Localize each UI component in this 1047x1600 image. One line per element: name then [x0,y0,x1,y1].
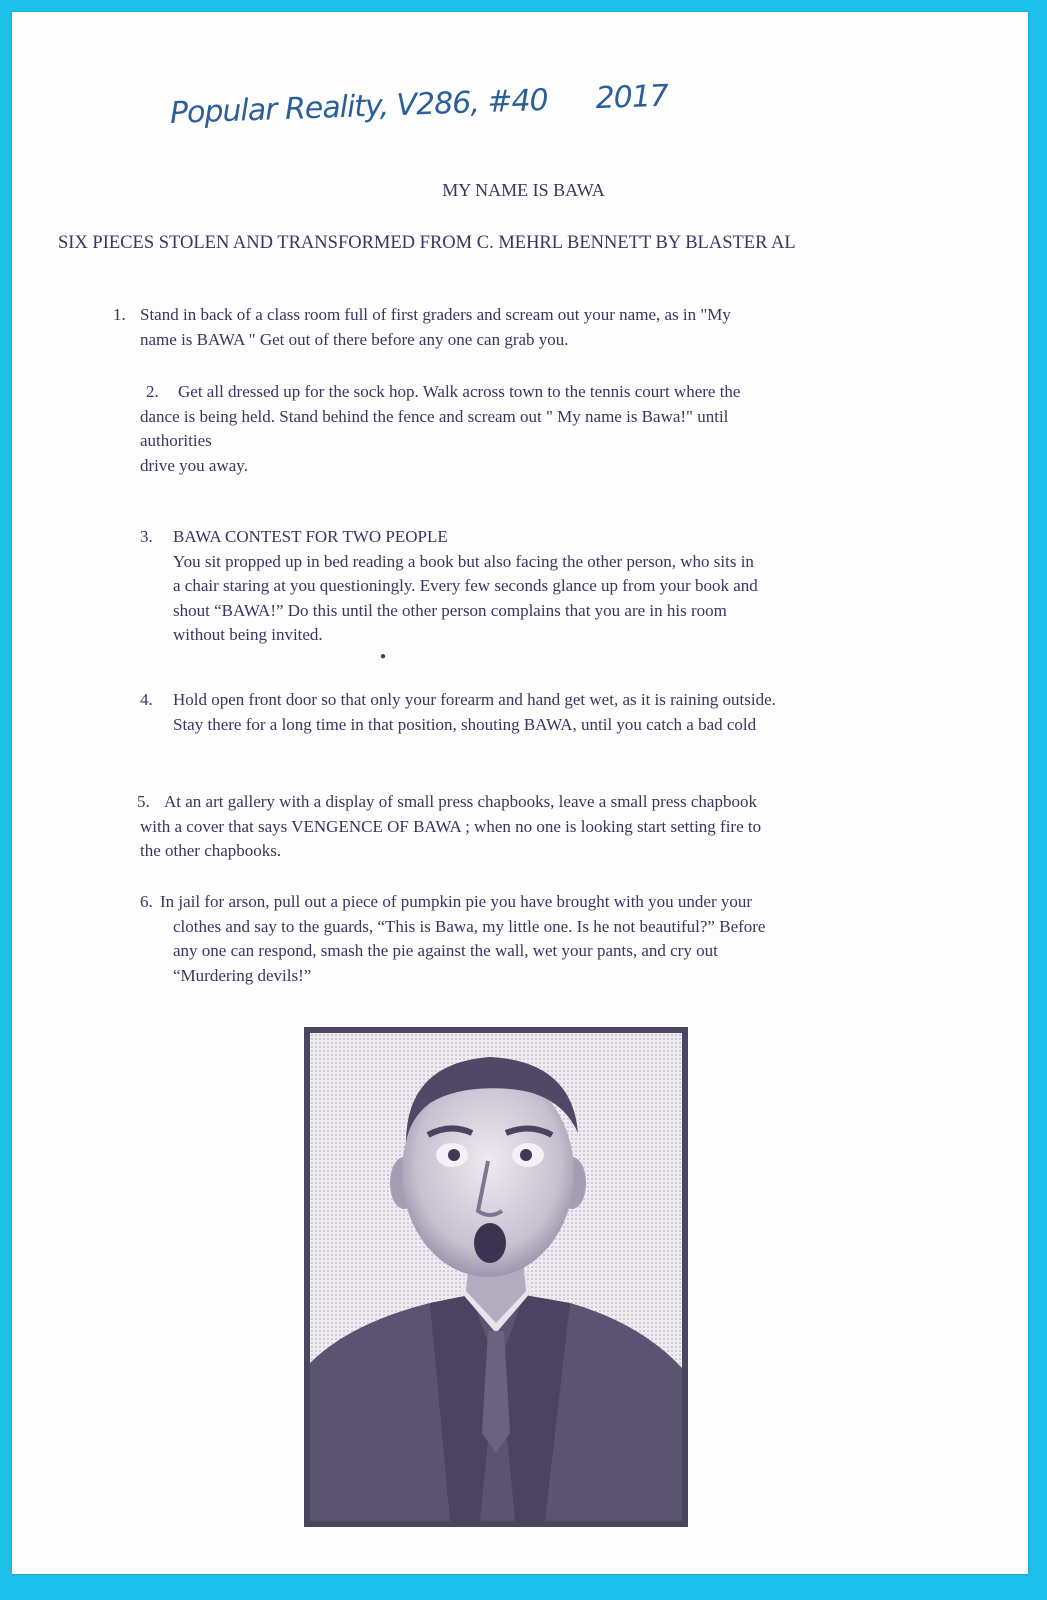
portrait-illustration [310,1033,682,1521]
item-line: Stay there for a long time in that position, shouting BAWA, until you catch a bad cold [173,714,757,734]
stray-mark: ● [380,651,387,662]
list-item-2 [140,380,940,478]
item-line: Stand in back of a class room full of first graders and scream out your name, as in "My [140,305,731,324]
page-title: MY NAME IS BAWA [442,180,605,200]
item-line: name is BAWA " Get out of there before any one can grab you. [140,329,569,349]
item-line: clothes and say to the guards, “This is Bawa, my little one. Is he not beautiful?” Before [173,916,766,936]
item-number: 2. [146,382,159,401]
item-number: 5. [137,792,150,811]
item-line: “Murdering devils!” [173,965,312,985]
handwritten-year: 2017 [595,78,669,117]
item-line: authorities [140,431,212,450]
list-item-4 [140,688,973,737]
page-subtitle: SIX PIECES STOLEN AND TRANSFORMED FROM C. MEHRL BENNETT BY BLASTER AL [58,233,796,253]
item-number: 4. [140,690,153,709]
list-item-5 [137,790,960,864]
item-line: Hold open front door so that only your forearm and hand get wet, as it is raining outside. [173,690,776,709]
item-number: 6. [140,892,153,911]
item-line: Get all dressed up for the sock hop. Walk across town to the tennis court where the [178,382,741,401]
item-line: You sit propped up in bed reading a book but also facing the other person, who sits in [173,551,754,571]
item-line: without being invited. [173,625,323,644]
list-item-6 [140,890,953,988]
item-line: any one can respond, smash the pie against the wall, wet your pants, and cry out [173,941,718,960]
list-item-3 [140,525,953,648]
handwritten-source: Popular Reality, V286, #40 [169,82,549,131]
item-number: 1. [113,305,126,324]
item-heading: BAWA CONTEST FOR TWO PEOPLE [173,527,448,546]
item-line: At an art gallery with a display of small press chapbooks, leave a small press chapbook [164,792,757,811]
item-line: In jail for arson, pull out a piece of pumpkin pie you have brought with you under your [160,892,753,911]
item-line: a chair staring at you questioningly. Every few seconds glance up from your book and [173,576,758,595]
item-line: shout “BAWA!” Do this until the other person complains that you are in his room [173,600,727,620]
item-line: drive you away. [140,455,248,475]
list-item-1 [113,303,940,352]
portrait-photo [304,1027,688,1527]
item-number: 3. [140,527,153,546]
item-line: with a cover that says VENGENCE OF BAWA ; when no one is looking start setting fire to [140,816,762,836]
item-line: the other chapbooks. [140,841,282,860]
item-line: dance is being held. Stand behind the fence and scream out " My name is Bawa!" until [140,406,729,426]
